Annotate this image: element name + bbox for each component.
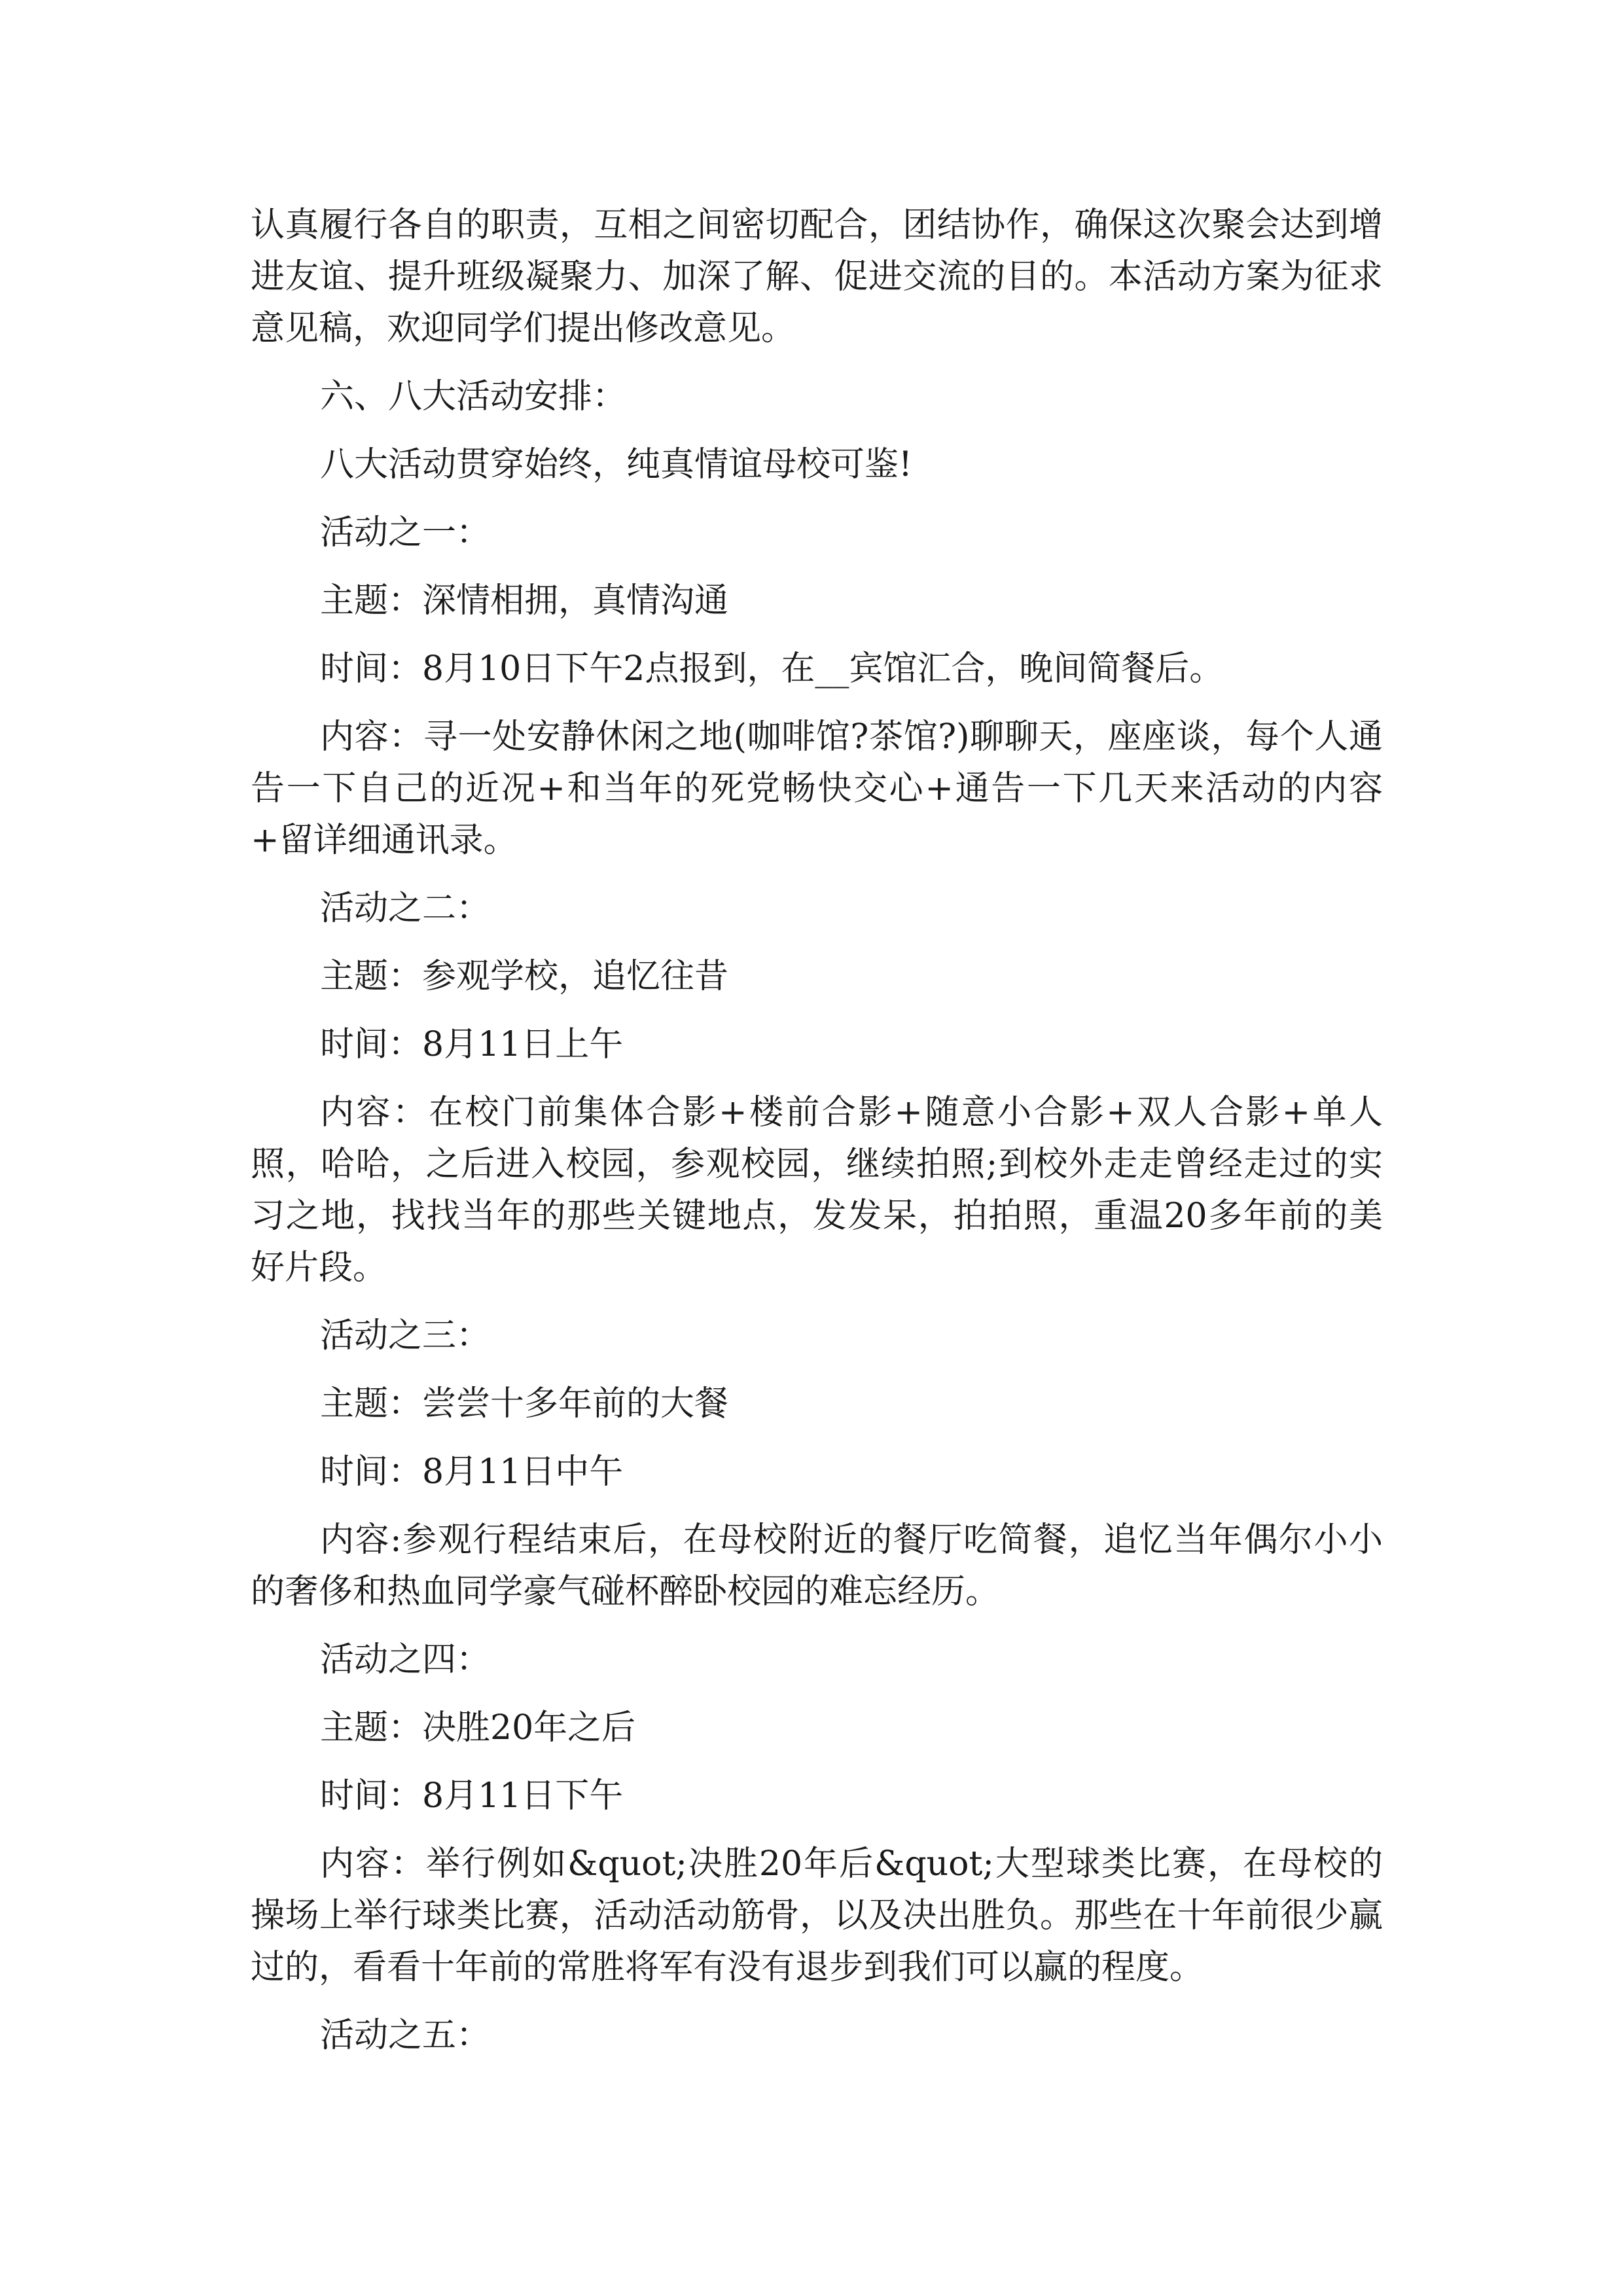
paragraph-intro-continued: 认真履行各自的职责，互相之间密切配合，团结协作，确保这次聚会达到增进友谊、提升班级凝聚力、加深了解、促进交流的目的。本活动方案为征求意见稿，欢迎同学们提出修改意见。 <box>251 206 1383 348</box>
activity-4-time: 时间：8月11日下午 <box>320 1776 624 1816</box>
activity-4-heading: 活动之四： <box>320 1640 491 1679</box>
section-heading-activities: 六、八大活动安排： <box>320 377 627 416</box>
activity-3-content: 内容:参观行程结束后，在母校附近的餐厅吃简餐，追忆当年偶尔小小的奢侈和热血同学豪气碰杯醉卧校园的难忘经历。 <box>251 1520 1383 1611</box>
activity-1-time: 时间：8月10日下午2点报到，在__宾馆汇合，晚间简餐后。 <box>320 649 1224 689</box>
activity-4-content: 内容：举行例如&quot;决胜20年后&quot;大型球类比赛，在母校的操场上举行球类比赛，活动活动筋骨，以及决出胜负。那些在十年前很少赢过的，看看十年前的常胜将军有没有退步到我们可以赢的程度。 <box>251 1844 1383 1987</box>
activity-1-content: 内容：寻一处安静休闲之地(咖啡馆?茶馆?)聊聊天，座座谈，每个人通告一下自己的近况+和当年的死党畅快交心+通告一下几天来活动的内容+留详细通讯录。 <box>251 717 1383 860</box>
activity-2-heading: 活动之二： <box>320 889 491 928</box>
activity-5-heading: 活动之五： <box>320 2016 491 2055</box>
activity-4-theme: 主题：决胜20年之后 <box>320 1708 636 1748</box>
activity-3-time: 时间：8月11日中午 <box>320 1452 624 1492</box>
activity-2-theme: 主题：参观学校，追忆往昔 <box>320 957 729 996</box>
activity-2-time: 时间：8月11日上午 <box>320 1025 624 1064</box>
paragraph-summary: 八大活动贯穿始终，纯真情谊母校可鉴! <box>320 445 912 484</box>
activity-3-heading: 活动之三： <box>320 1316 491 1355</box>
activity-1-theme: 主题：深情相拥，真情沟通 <box>320 581 729 620</box>
activity-3-theme: 主题：尝尝十多年前的大餐 <box>320 1384 729 1424</box>
activity-2-content: 内容：在校门前集体合影+楼前合影+随意小合影+双人合影+单人照，哈哈，之后进入校园，参观校园，继续拍照;到校外走走曾经走过的实习之地，找找当年的那些关键地点，发发呆，拍拍照，重温20多年前的美好片段。 <box>251 1093 1383 1287</box>
document-body <box>251 200 1383 2078</box>
activity-1-heading: 活动之一： <box>320 513 491 552</box>
